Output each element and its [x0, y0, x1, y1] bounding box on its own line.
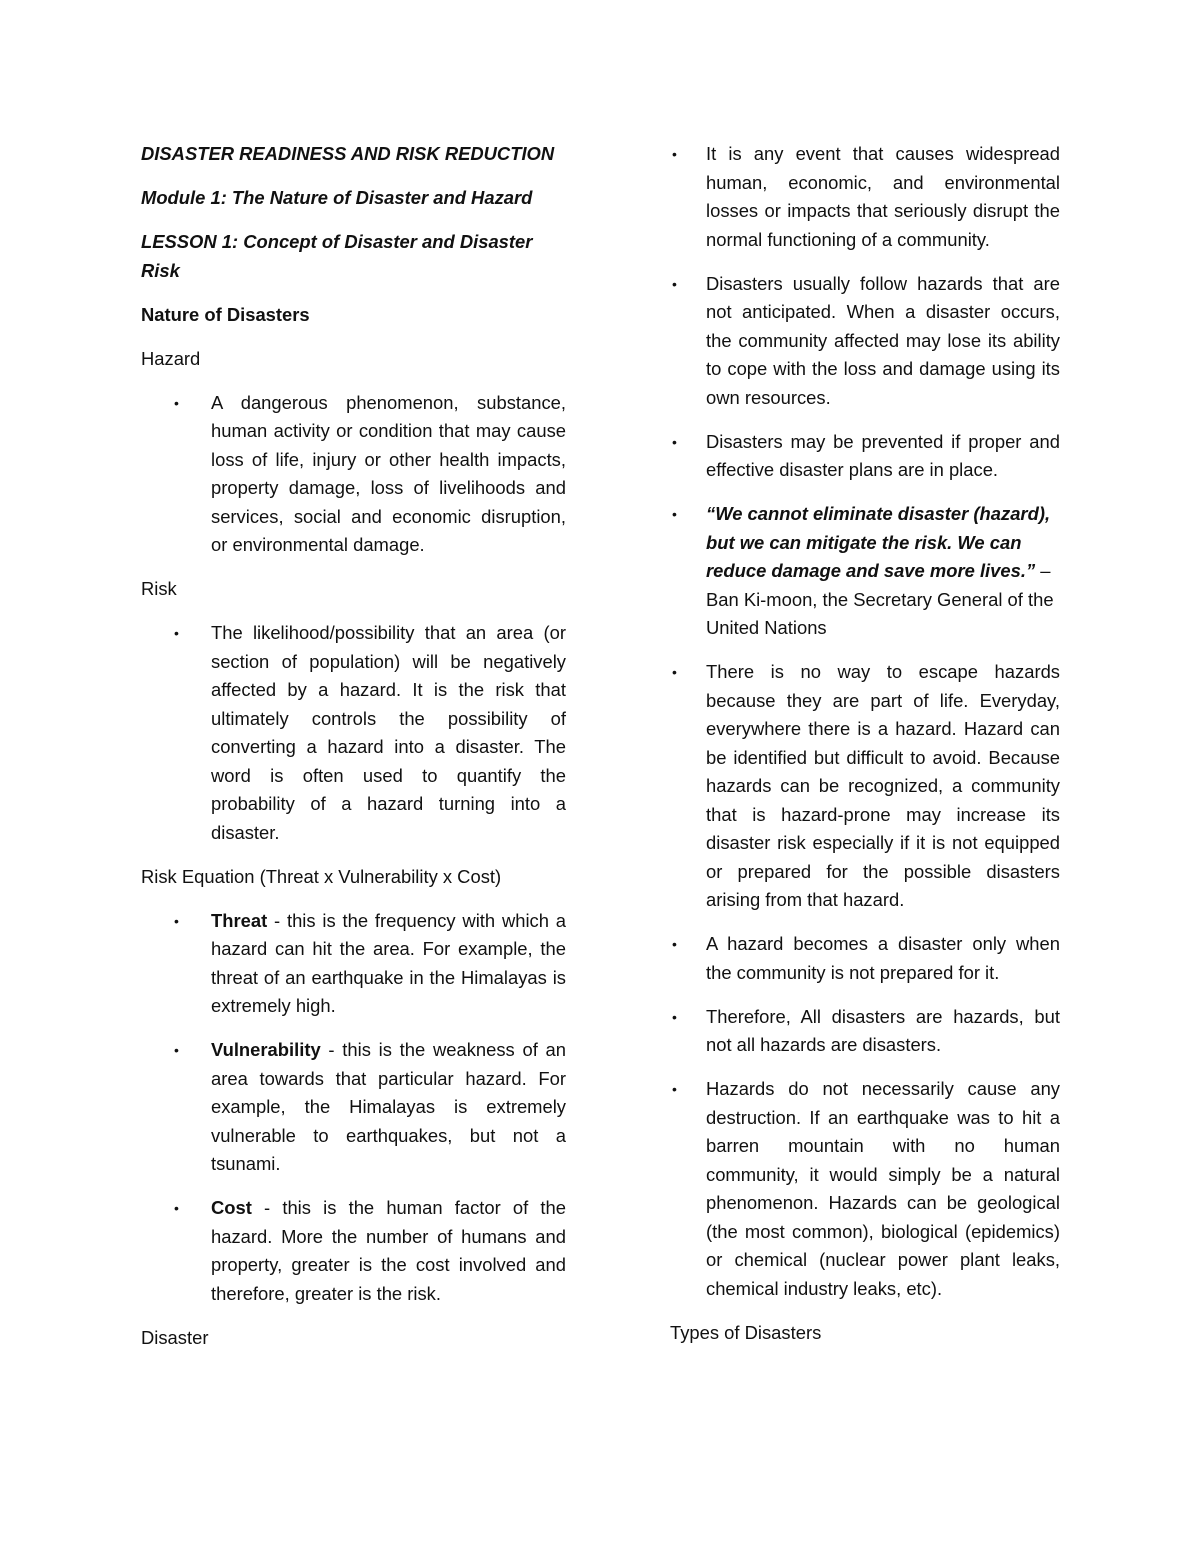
bullet-icon: • — [174, 625, 179, 641]
list-item-text: The likelihood/possibility that an area (or section of population) will be negatively affected by a hazard. It is the risk that ultimately controls the possibility of converting a hazard into a disaster. The word is often used to quantify the probability of a hazard turning into a disaster. — [211, 622, 566, 843]
lesson-heading: LESSON 1: Concept of Disaster and Disaster Risk — [141, 231, 533, 281]
list-item — [174, 619, 566, 847]
section-heading: Nature of Disasters — [141, 303, 310, 325]
list-item — [174, 907, 566, 1021]
right-column — [670, 140, 1060, 1363]
left-column — [141, 140, 566, 1368]
list-item-text: A dangerous phenomenon, substance, human activity or condition that may cause loss of life, injury or other health impacts, property damage, loss of livelihoods and services, social and economic disruption, or environmental damage. — [211, 391, 566, 555]
bullet-icon: • — [672, 1081, 677, 1097]
threat-definition: - this is the frequency with which a hazard can hit the area. For example, the threat of an earthquake in the Himalayas is extremely high. — [211, 909, 566, 1016]
types-of-disasters-label: Types of Disasters — [670, 1321, 822, 1343]
list-item — [672, 428, 1060, 485]
list-item — [672, 1075, 1060, 1303]
list-item-text: It is any event that causes widespread human, economic, and environmental losses or impacts that seriously disrupt the normal functioning of a community. — [706, 143, 1060, 250]
list-item-text: Therefore, All disasters are hazards, but not all hazards are disasters. — [706, 1005, 1060, 1055]
threat-term: Threat — [211, 909, 268, 931]
list-item-text: Hazards do not necessarily cause any destruction. If an earthquake was to hit a barren mountain with no human community, it would simply be a natural phenomenon. Hazards can be geological (the most common), biological (epidemics) or chemical (nuclear power plant leaks, chemical industry leaks, etc). — [706, 1078, 1060, 1299]
bullet-icon: • — [174, 912, 179, 929]
list-item — [672, 658, 1060, 915]
hazard-list — [141, 389, 566, 560]
bullet-icon: • — [672, 936, 677, 952]
list-item — [672, 1003, 1060, 1060]
list-item — [174, 1194, 566, 1308]
list-item — [174, 389, 566, 560]
bullet-icon: • — [672, 146, 677, 162]
list-item-text: Disasters usually follow hazards that are not anticipated. When a disaster occurs, the community affected may lose its ability to cope with the loss and damage using its own resources. — [706, 272, 1060, 408]
bullet-icon: • — [174, 1200, 179, 1216]
disaster-label: Disaster — [141, 1326, 209, 1348]
bullet-icon: • — [174, 394, 179, 411]
bullet-icon: • — [672, 506, 677, 522]
list-item — [672, 930, 1060, 987]
bullet-icon: • — [672, 433, 677, 450]
list-item — [174, 1036, 566, 1179]
list-item — [672, 500, 1060, 643]
module-heading: Module 1: The Nature of Disaster and Hazard — [141, 187, 533, 208]
bullet-icon: • — [672, 664, 677, 680]
bullet-icon: • — [174, 1042, 179, 1058]
bullet-icon: • — [672, 275, 677, 292]
bullet-icon: • — [672, 1008, 677, 1025]
vulnerability-definition: - this is the weakness of an area towards that particular hazard. For example, the Himalayas is extremely vulnerable to earthquakes, but not a tsunami. — [211, 1039, 566, 1174]
disaster-list — [670, 140, 1060, 1303]
list-item-text: There is no way to escape hazards because they are part of life. Everyday, everywhere there is a hazard. Hazard can be identified but difficult to avoid. Because hazards can be recognized, a community that is hazard-prone may increase its disaster risk especially if it is not equipped or prepared for the possible disasters arising from that hazard. — [706, 661, 1060, 910]
list-item-text: Disasters may be prevented if proper and effective disaster plans are in place. — [706, 430, 1060, 480]
risk-equation-list — [141, 907, 566, 1309]
risk-equation-label: Risk Equation (Threat x Vulnerability x Cost) — [141, 865, 502, 887]
cost-term: Cost — [211, 1197, 252, 1218]
list-item — [672, 270, 1060, 413]
vulnerability-term: Vulnerability — [211, 1039, 321, 1060]
risk-list — [141, 619, 566, 847]
list-item — [672, 140, 1060, 254]
list-item-text: A hazard becomes a disaster only when the community is not prepared for it. — [706, 933, 1060, 983]
document-title: DISASTER READINESS AND RISK REDUCTION — [141, 143, 555, 164]
risk-label: Risk — [141, 578, 177, 599]
quote-attribution: – Ban Ki-moon, the Secretary General of the United Nations — [706, 560, 1054, 638]
quote-text: “We cannot eliminate disaster (hazard), but we can mitigate the risk. We can reduce damage and save more lives.” — [706, 503, 1051, 581]
cost-definition: - this is the human factor of the hazard. More the number of humans and property, greater is the cost involved and therefore, greater is the risk. — [211, 1197, 566, 1304]
hazard-label: Hazard — [141, 347, 201, 369]
